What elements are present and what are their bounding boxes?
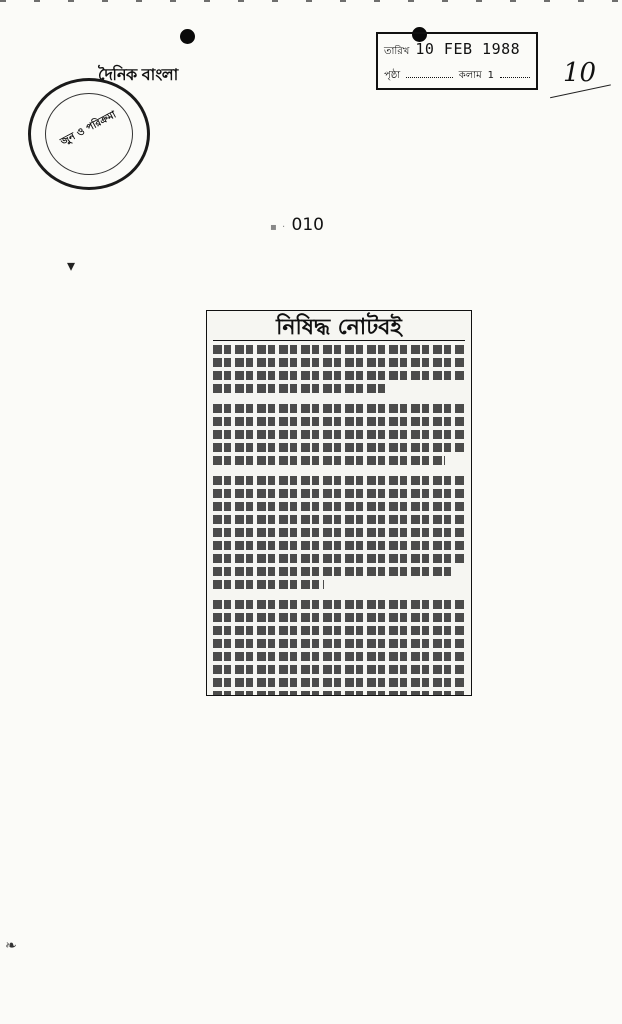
article-text-line [213, 678, 465, 687]
article-text-line [213, 456, 445, 465]
article-text-line [213, 691, 465, 696]
article-text-line [213, 443, 465, 452]
column-label: কলাম [458, 70, 482, 81]
article-text-line [213, 430, 465, 439]
article-text-line [213, 567, 455, 576]
article-text-line [213, 358, 465, 367]
article-text-line [213, 613, 465, 622]
column-dotted-line [500, 69, 530, 78]
article-text-line [213, 554, 465, 563]
folio-number: 010 [291, 215, 324, 235]
article-text-line [213, 417, 465, 426]
paragraph-break [213, 469, 465, 472]
handwritten-page-mark: 10 [563, 58, 597, 88]
paragraph-break [213, 397, 465, 400]
article-text-line [213, 345, 465, 354]
scan-edge [0, 0, 622, 2]
article-text-line [213, 541, 465, 550]
date-stamp-box [376, 32, 538, 90]
page-column-row [384, 68, 530, 85]
scan-smudge-mark: ▾ [67, 256, 76, 275]
page-label: পৃষ্ঠা [384, 70, 401, 81]
stamp-text: জুন ও পরিক্রমা [58, 109, 119, 148]
article-text-line [213, 404, 465, 413]
scan-corner-mark: ❧ [5, 938, 17, 954]
article-text-line [213, 489, 465, 498]
article-text-line [213, 528, 465, 537]
date-value: 10 FEB 1988 [415, 40, 521, 58]
article-text-line [213, 639, 465, 648]
newspaper-clipping [206, 310, 472, 696]
newspaper-name: দৈনিক বাংলা [98, 65, 178, 84]
date-row [384, 40, 530, 61]
article-text-line [213, 626, 465, 635]
article-body [213, 345, 465, 696]
article-text-line [213, 600, 465, 609]
archive-stamp [28, 78, 150, 190]
article-text-line [213, 502, 465, 511]
article-headline: নিষিদ্ধ নোটবই [213, 315, 465, 341]
article-text-line [213, 665, 465, 674]
folio-number-area [270, 215, 324, 235]
article-text-line [213, 371, 465, 380]
date-label: তারিখ [384, 46, 410, 57]
folio-smudge: ▪ · [270, 222, 287, 233]
column-value: 1 [487, 70, 494, 81]
paragraph-break [213, 593, 465, 596]
article-text-line [213, 652, 465, 661]
article-text-line [213, 476, 465, 485]
article-text-line [213, 384, 389, 393]
article-text-line [213, 580, 324, 589]
article-text-line [213, 515, 465, 524]
page-dotted-line [406, 69, 453, 78]
punch-hole-left [180, 29, 195, 44]
